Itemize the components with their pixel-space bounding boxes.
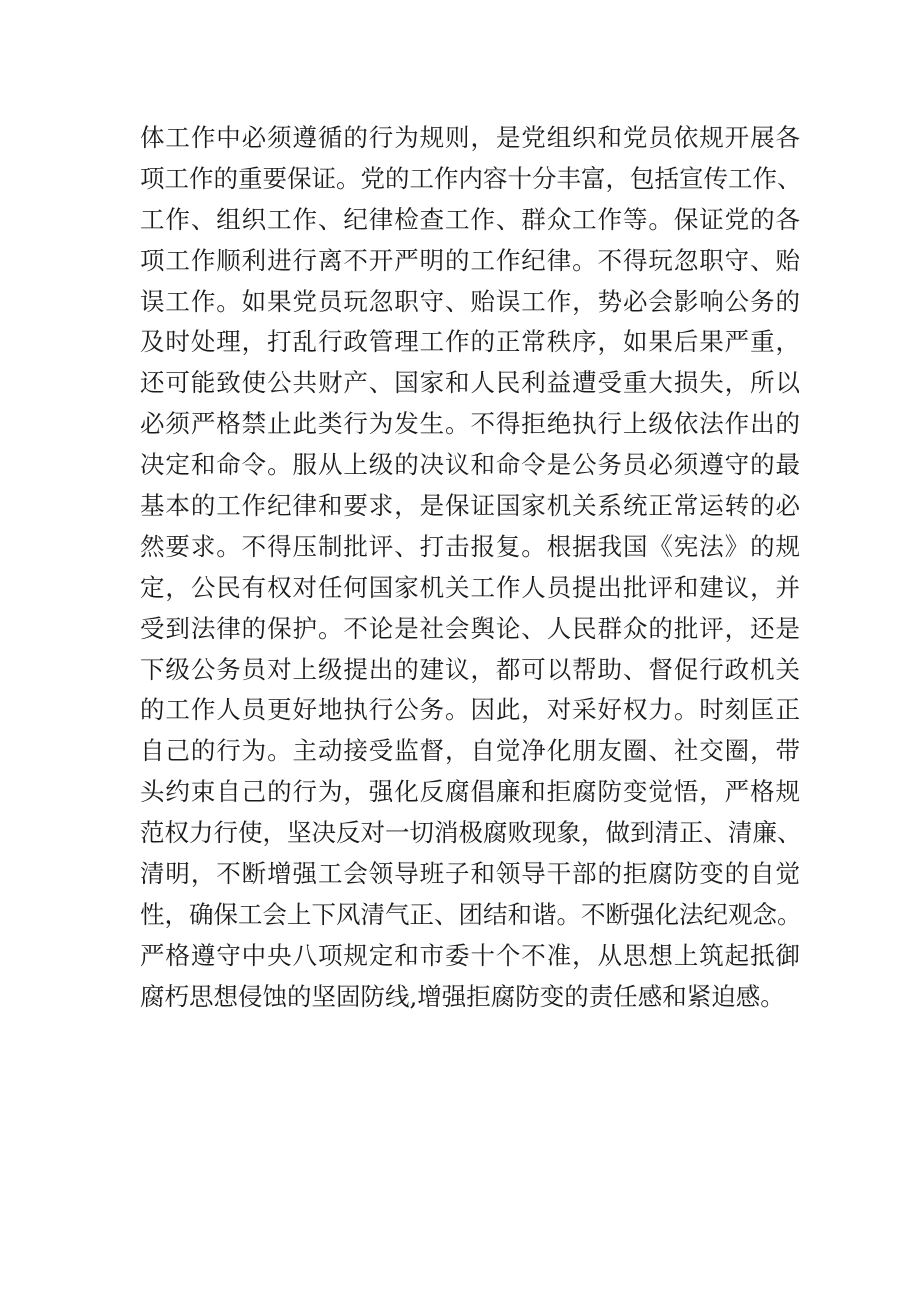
text-line-2: 项工作的重要保证。党的工作内容十分丰富，包括宣传工作、 (140, 163, 802, 193)
text-line-4: 项工作顺利进行离不开严明的工作纪律。不得玩忽职守、贻 (140, 245, 800, 275)
text-line-22: 腐朽思想侵蚀的坚固防线,增强拒腐防变的责任感和紧迫感。 (140, 981, 785, 1011)
text-line-8: 必须严格禁止此类行为发生。不得拒绝执行上级依法作出的 (140, 409, 800, 439)
text-line-14: 下级公务员对上级提出的建议，都可以帮助、督促行政机关 (140, 654, 800, 684)
text-line-1: 体工作中必须遵循的行为规则，是党组织和党员依规开展各 (140, 123, 800, 152)
text-line-21: 严格遵守中央八项规定和市委十个不准，从思想上筑起抵御 (140, 940, 800, 970)
text-line-11: 然要求。不得压制批评、打击报复。根据我国《宪法》的规 (140, 531, 800, 561)
text-line-17: 头约束自己的行为，强化反腐倡廉和拒腐防变觉悟，严格规 (140, 777, 800, 807)
text-line-13: 受到法律的保护。不论是社会舆论、人民群众的批评，还是 (140, 613, 800, 643)
text-line-9: 决定和命令。服从上级的决议和命令是公务员必须遵守的最 (140, 450, 800, 480)
text-line-6: 及时处理，打乱行政管理工作的正常秩序，如果后果严重， (140, 327, 800, 357)
text-line-15: 的工作人员更好地执行公务。因此，对采好权力。时刻匡正 (140, 695, 800, 725)
text-line-7: 还可能致使公共财产、国家和人民利益遭受重大损失，所以 (140, 368, 800, 398)
text-line-18: 范权力行使，坚决反对一切消极腐败现象，做到清正、清廉、 (140, 818, 802, 848)
body-paragraph (140, 118, 800, 1018)
text-line-20: 性，确保工会上下风清气正、团结和谐。不断强化法纪观念。 (140, 899, 802, 929)
text-line-5: 误工作。如果党员玩忽职守、贻误工作，势必会影响公务的 (140, 286, 800, 316)
text-line-19: 清明，不断增强工会领导班子和领导干部的拒腐防变的自觉 (140, 859, 800, 889)
text-line-10: 基本的工作纪律和要求，是保证国家机关系统正常运转的必 (140, 491, 800, 521)
text-line-12: 定，公民有权对任何国家机关工作人员提出批评和建议，并 (140, 572, 800, 602)
text-line-16: 自己的行为。主动接受监督，自觉净化朋友圈、社交圈，带 (140, 736, 800, 766)
text-line-3: 工作、组织工作、纪律检查工作、群众工作等。保证党的各 (140, 204, 800, 234)
